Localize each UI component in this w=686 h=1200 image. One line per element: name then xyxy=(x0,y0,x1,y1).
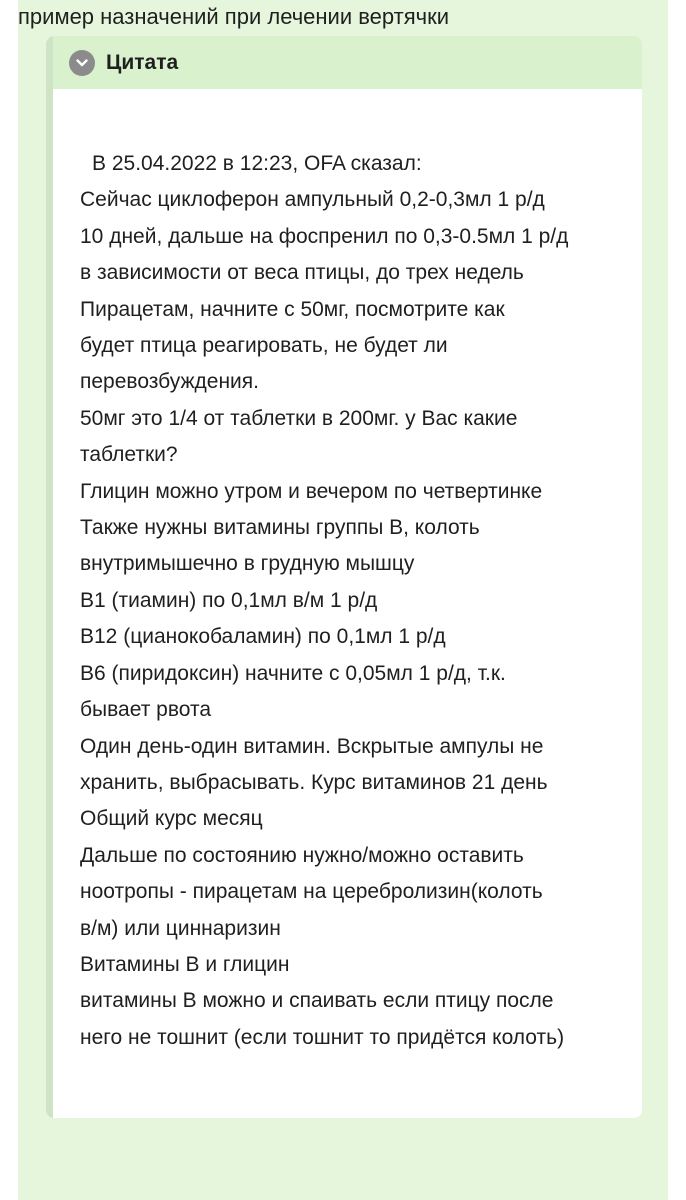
quote-line: 10 дней, дальше на фоспренил по 0,3-0.5мл 1 р/д xyxy=(80,224,569,248)
chevron-down-icon[interactable] xyxy=(69,50,95,76)
post-intro-text: пример назначений при лечении вертячки xyxy=(18,4,450,29)
quote-line: внутримышечно в грудную мышцу xyxy=(80,552,415,576)
quote-line: Витамины В и глицин xyxy=(80,952,290,976)
quote-line: хранить, выбрасывать. Курс витаминов 21 день xyxy=(80,770,548,794)
quote-line: Общий курс месяц xyxy=(80,807,263,831)
quote-line: в/м) или циннаризин xyxy=(80,916,281,940)
quote-attribution: В 25.04.2022 в 12:23, OFA сказал: xyxy=(92,152,422,175)
quote-block xyxy=(46,36,642,1118)
quote-line: перевозбуждения. xyxy=(80,370,259,394)
quote-line: В12 (цианокобаламин) по 0,1мл 1 р/д xyxy=(80,625,446,649)
quote-side-bar xyxy=(46,36,53,1118)
quote-line: Глицин можно утром и вечером по четвертинке xyxy=(80,479,543,503)
quote-line: будет птица реагировать, не будет ли xyxy=(80,334,448,358)
quote-header[interactable] xyxy=(53,36,642,89)
quote-title: Цитата xyxy=(106,50,179,74)
quote-line: ноотропы - пирацетам на церебролизин(колоть xyxy=(80,880,543,904)
quote-line: Сейчас циклоферон ампульный 0,2-0,3мл 1 р/д xyxy=(80,188,545,212)
quote-line: В1 (тиамин) по 0,1мл в/м 1 р/д xyxy=(80,588,378,612)
quote-body xyxy=(80,146,630,1056)
quote-line: В6 (пиридоксин) начните с 0,05мл 1 р/д, т.к. xyxy=(80,661,506,685)
quote-line: бывает рвота xyxy=(80,698,212,722)
quote-line: Также нужны витамины группы В, колоть xyxy=(80,516,480,540)
quote-line: в зависимости от веса птицы, до трех недель xyxy=(80,261,524,285)
quote-line: таблетки? xyxy=(80,443,178,467)
quote-line: него не тошнит (если тошнит то придётся колоть) xyxy=(80,1025,565,1049)
quote-line: Пирацетам, начните с 50мг, посмотрите как xyxy=(80,297,505,321)
quote-line: 50мг это 1/4 от таблетки в 200мг. у Вас какие xyxy=(80,406,518,430)
quote-line: Дальше по состоянию нужно/можно оставить xyxy=(80,843,524,867)
quote-line: витамины В можно и спаивать если птицу после xyxy=(80,989,554,1013)
quote-line: Один день-один витамин. Вскрытые ампулы не xyxy=(80,734,544,758)
